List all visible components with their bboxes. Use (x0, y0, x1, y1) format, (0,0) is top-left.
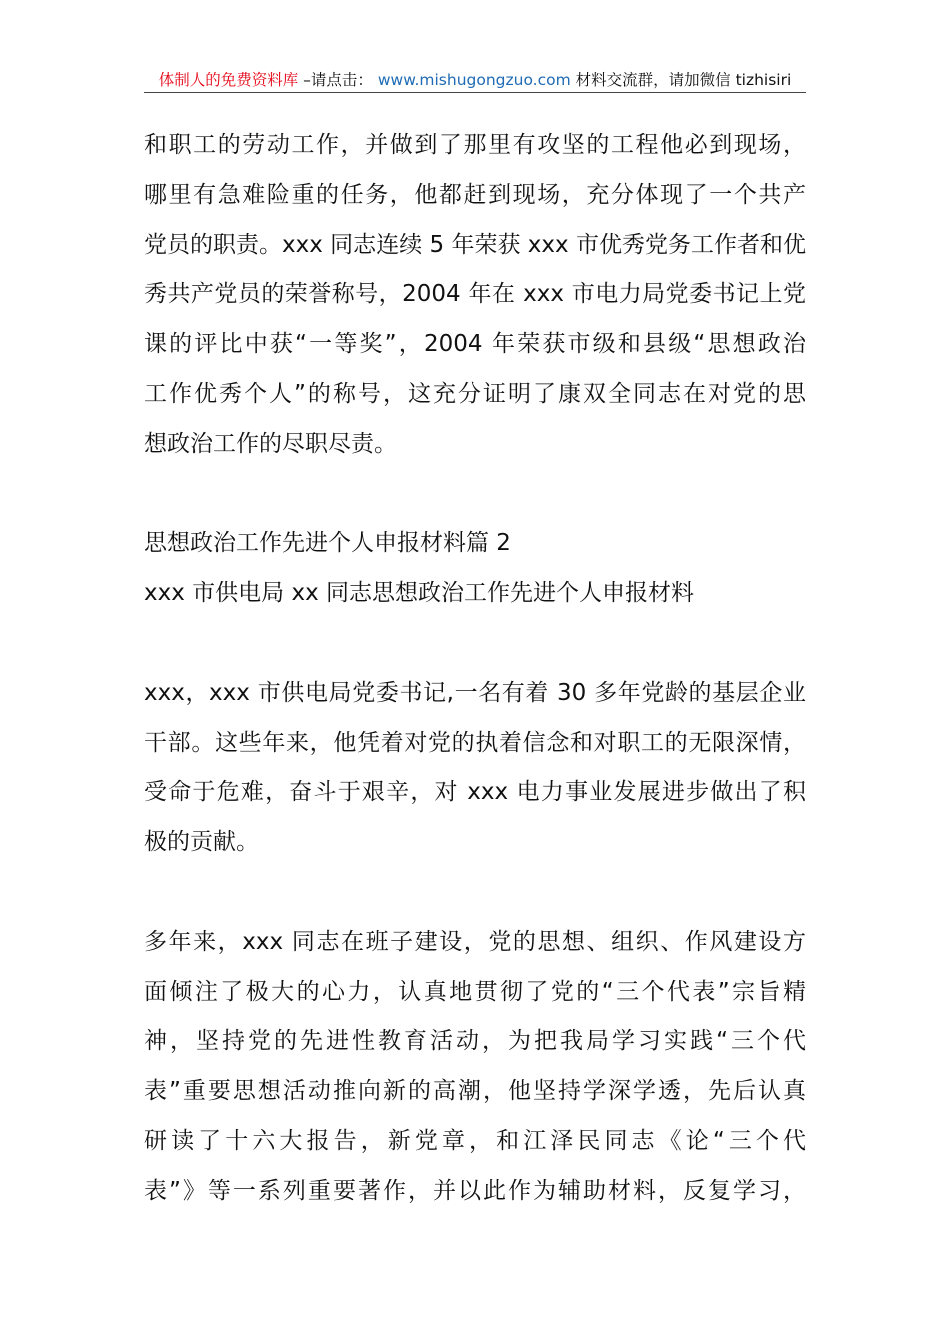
text-line: 神，坚持党的先进性教育活动，为把我局学习实践“三个代 (144, 1028, 806, 1055)
text-line: 受命于危难，奋斗于艰辛，对 xxx 电力事业发展进步做出了积 (144, 779, 806, 806)
text-line: xxx 市供电局 xx 同志思想政治工作先进个人申报材料 (144, 580, 694, 607)
text-line: 研读了十六大报告，新党章，和江泽民同志《论“三个代 (144, 1127, 806, 1154)
document-body (144, 121, 806, 1217)
text-line: 极的贡献。 (144, 829, 259, 856)
text-line: 课的评比中获“一等奖”，2004 年荣获市级和县级“思想政治 (144, 331, 806, 358)
text-line: 秀共产党员的荣誉称号，2004 年在 xxx 市电力局党委书记上党 (144, 281, 806, 308)
text-line: 多年来，xxx 同志在班子建设，党的思想、组织、作风建设方 (144, 928, 806, 955)
text-line: 思想政治工作先进个人申报材料篇 2 (144, 530, 511, 557)
blank-line (144, 470, 806, 520)
blank-line (144, 868, 806, 918)
text-line: 干部。这些年来，他凭着对党的执着信念和对职工的无限深情， (144, 729, 806, 756)
header-link[interactable]: www.mishugongzuo.com (377, 71, 571, 89)
header-suffix: 材料交流群，请加微信 tizhisiri (575, 71, 792, 89)
text-line: 工作优秀个人”的称号，这充分证明了康双全同志在对党的思 (144, 380, 806, 407)
text-line: xxx，xxx 市供电局党委书记,一名有着 30 多年党龄的基层企业 (144, 679, 806, 706)
header-brand: 体制人的免费资料库 (158, 71, 299, 89)
page-header (144, 68, 806, 93)
text-line: 哪里有急难险重的任务，他都赶到现场，充分体现了一个共产 (144, 181, 806, 208)
text-line: 表”》等一系列重要著作，并以此作为辅助材料，反复学习， (144, 1177, 806, 1204)
text-line: 面倾注了极大的心力，认真地贯彻了党的“三个代表”宗旨精 (144, 978, 806, 1005)
text-line: 想政治工作的尽职尽责。 (144, 430, 397, 457)
text-line: 表”重要思想活动推向新的高潮，他坚持学深学透，先后认真 (144, 1078, 806, 1105)
text-line: 和职工的劳动工作，并做到了那里有攻坚的工程他必到现场， (144, 132, 806, 158)
blank-line (144, 619, 806, 669)
header-prompt: –请点击： (303, 71, 373, 89)
text-line: 党员的职责。xxx 同志连续 5 年荣获 xxx 市优秀党务工作者和优 (144, 231, 806, 258)
